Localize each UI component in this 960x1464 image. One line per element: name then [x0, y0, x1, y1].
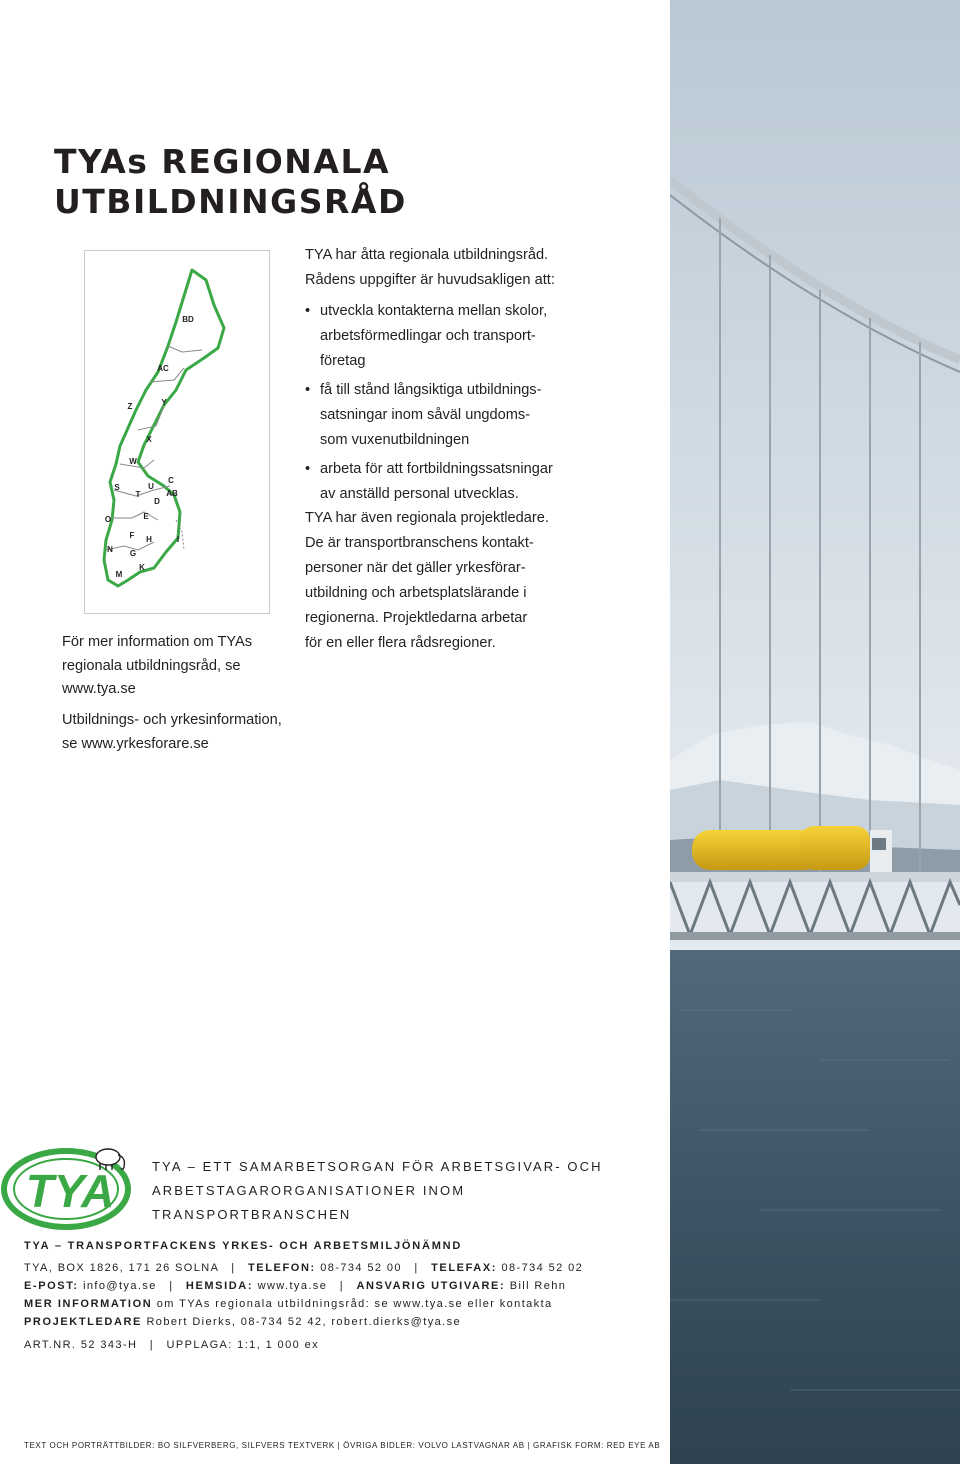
map-label-f: F — [129, 531, 135, 540]
phone-label: TELEFON: — [247, 1262, 316, 1274]
fax-value: 08-734 52 02 — [501, 1262, 584, 1274]
task-line: som vuxenutbildningen — [320, 432, 470, 448]
map-label-d: D — [154, 497, 160, 506]
email-link[interactable]: info@tya.se — [83, 1280, 157, 1292]
title-line-2: UTBILDNINGSRÅD — [54, 182, 407, 221]
task-list — [305, 299, 575, 511]
info-block-tya — [62, 631, 282, 702]
task-list-item — [305, 378, 575, 453]
publisher-label: ANSVARIG UTGIVARE: — [356, 1280, 506, 1292]
footer-heading: TYA – TRANSPORTFACKENS YRKES- OCH ARBETSMILJÖNÄMND — [24, 1240, 463, 1252]
web-link[interactable]: www.tya.se — [257, 1280, 328, 1292]
paragraph-line: utbildning och arbetsplatslärande i — [305, 585, 527, 601]
project-leader-text: Robert Dierks, 08-734 52 42, robert.dierks@tya.se — [146, 1316, 462, 1328]
footer-contact-line — [24, 1262, 583, 1274]
task-line: satsningar inom såväl ungdoms- — [320, 407, 531, 423]
project-leaders-paragraph — [305, 506, 550, 656]
task-line: arbetsförmedlingar och transport- — [320, 328, 536, 344]
more-info-label: MER INFORMATION — [24, 1298, 153, 1310]
map-label-z: Z — [127, 402, 133, 411]
info-link-yrkesforare[interactable]: se www.yrkesforare.se — [62, 735, 209, 752]
map-label-ab: AB — [166, 489, 178, 498]
paragraph-line: De är transportbranschens kontakt- — [305, 535, 534, 551]
map-label-y: Y — [161, 398, 167, 407]
bridge-photo — [670, 0, 960, 1464]
map-label-o: O — [104, 515, 112, 524]
paragraph-line: personer när det gäller yrkesförar- — [305, 560, 526, 576]
footer-web-line — [24, 1280, 566, 1292]
email-label: E-POST: — [24, 1280, 79, 1292]
project-leader-label: PROJEKTLEDARE — [24, 1316, 142, 1328]
map-label-k: K — [139, 563, 145, 572]
map-label-g: G — [129, 549, 137, 558]
task-line: • arbeta för att fortbildningssatsningar — [320, 461, 553, 477]
map-label-s: S — [114, 483, 120, 492]
separator: | — [149, 1339, 155, 1351]
map-label-u: U — [148, 482, 154, 491]
sweden-region-map — [84, 250, 270, 614]
tagline-line: TYA – ETT SAMARBETSORGAN FÖR ARBETSGIVAR- OCH — [152, 1159, 603, 1174]
map-label-x: X — [146, 435, 152, 444]
footer-address: TYA, BOX 1826, 171 26 SOLNA — [24, 1262, 219, 1274]
task-list-item — [305, 299, 575, 374]
tagline — [152, 1155, 652, 1227]
fax-label: TELEFAX: — [431, 1262, 498, 1274]
map-label-ac: AC — [157, 364, 169, 373]
map-label-n: N — [107, 545, 113, 554]
separator: | — [414, 1262, 419, 1274]
info-line: Utbildnings- och yrkesinformation, — [62, 712, 282, 728]
task-line: • utveckla kontakterna mellan skolor, — [320, 303, 548, 319]
phone-value: 08-734 52 00 — [320, 1262, 402, 1274]
footer-more-info-line — [24, 1298, 553, 1310]
map-label-h: H — [146, 535, 152, 544]
tagline-line: ARBETSTAGARORGANISATIONER INOM TRANSPORTBRANSCHEN — [152, 1183, 466, 1222]
task-line: av anställd personal utvecklas. — [320, 486, 519, 502]
paragraph-line: för en eller flera rådsregioner. — [305, 635, 496, 651]
page-title — [54, 142, 474, 222]
map-label-m: M — [115, 570, 123, 579]
intro-line: TYA har åtta regionala utbildningsråd. — [305, 247, 549, 263]
paragraph-line: TYA har även regionala projektledare. — [305, 510, 549, 526]
info-line: regionala utbildningsråd, se — [62, 657, 241, 674]
map-label-t: T — [135, 490, 141, 499]
paragraph-line: regionerna. Projektledarna arbetar — [305, 610, 528, 626]
footer-article-line — [24, 1339, 319, 1351]
intro-line: Rådens uppgifter är huvudsakligen att: — [305, 272, 555, 288]
map-label-i: I — [176, 535, 180, 544]
separator: | — [169, 1280, 174, 1292]
map-label-w: W — [129, 457, 137, 466]
intro-paragraph — [305, 243, 575, 293]
tya-logo — [0, 1135, 140, 1240]
article-number: ART.NR. 52 343-H — [24, 1339, 138, 1351]
task-list-item — [305, 457, 575, 507]
separator: | — [231, 1262, 236, 1274]
edition: UPPLAGA: 1:1, 1 000 ex — [166, 1339, 319, 1351]
more-info-text: om TYAs regionala utbildningsråd: se www.tya.se eller kontakta — [156, 1298, 553, 1310]
title-line-1: TYAs REGIONALA — [54, 142, 391, 181]
footer-project-leader-line — [24, 1316, 461, 1328]
web-label: HEMSIDA: — [185, 1280, 254, 1292]
info-link-tya[interactable]: www.tya.se — [62, 681, 136, 697]
map-label-e: E — [143, 512, 149, 521]
map-label-c: C — [168, 476, 174, 485]
info-line: För mer information om TYAs — [62, 634, 253, 650]
separator: | — [339, 1280, 344, 1292]
task-line: • få till stånd långsiktiga utbildnings- — [320, 382, 542, 398]
publisher-name: Bill Rehn — [509, 1280, 567, 1292]
map-label-bd: BD — [182, 315, 194, 324]
task-line: företag — [320, 353, 366, 369]
credits-line: TEXT OCH PORTRÄTTBILDER: BO SILFVERBERG, SILFVERS TEXTVERK | ÖVRIGA BIDLER: VOLVO LASTVAGNAR AB | GRAFISK FORM: RED EYE AB — [24, 1441, 661, 1450]
tya-logo-text: TYA — [25, 1165, 115, 1217]
info-block-yrkesforare — [62, 709, 292, 756]
